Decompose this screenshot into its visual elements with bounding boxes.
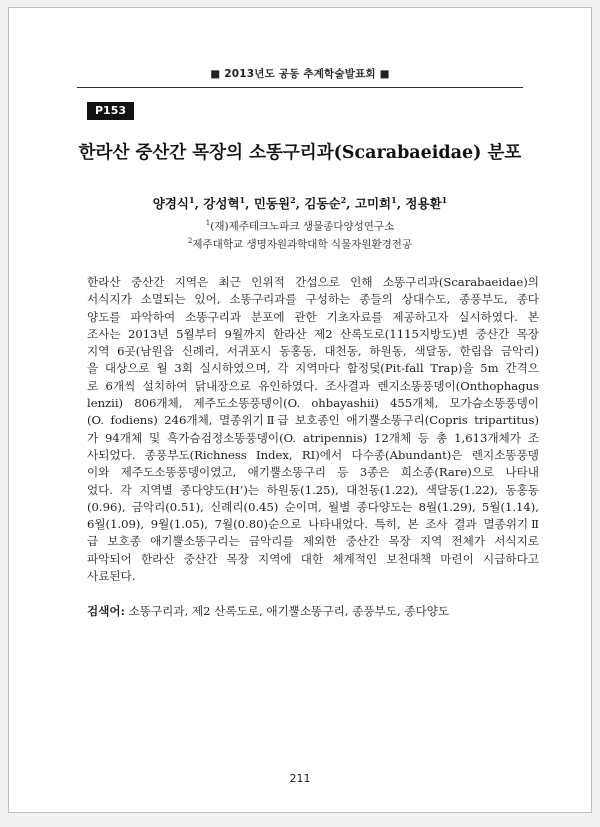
abstract-line: 6월(1.09), 9월(1.05), 7월(0.80)순으로 나타내었다. 특히, 본 조사 결과 멸종위기Ⅱ (87, 517, 539, 532)
abstract-body (87, 274, 539, 585)
abstract-line: 사되었다. 종풍부도(Richness Index, RI)에서 다수종(Abundant)은 렌지소똥풍뎅 (87, 447, 539, 462)
abstract-line: (O. fodiens) 246개체, 멸종위기Ⅱ급 보호종인 애기뿔소똥구리(Copris tripartitus) (87, 413, 539, 428)
abstract-line: 가 94개체 및 흑가슴검정소똥풍뎅이(O. atripennis) 12개체 등 총 1,613개체가 조 (87, 430, 539, 445)
running-header: ■ 2013년도 공동 추계학술발표회 ■ (210, 68, 390, 80)
abstract-line: 한라산 중산간 지역은 최근 인위적 간섭으로 인해 소똥구리과(Scarabaeidae)의 (87, 275, 539, 289)
poster-number-badge: P153 (87, 102, 134, 120)
author-name: 고미희$^1$ (354, 194, 397, 211)
author-name: 양경식$^1$ (152, 194, 195, 211)
abstract-line: 양도를 파악하여 소똥구리과 분포에 관한 기초자료를 제공하고자 실시하였다. 본 (87, 309, 539, 324)
abstract-line: 조사는 2013년 5월부터 9월까지 한라산 제2 산록도로(1115지방도)변 중산간 목장 (87, 326, 539, 341)
author-affiliation-mark: 1 (189, 194, 195, 205)
abstract-line: 이와 제주도소똥풍뎅이였고, 애기뿔소똥구리 등 3종은 희소종(Rare)으로 나타내 (87, 465, 539, 480)
affiliation-line: $^1$(재)제주테크노파크 생물종다양성연구소 (205, 219, 395, 233)
abstract-line: 파악되어 한라산 중산간 목장 지역에 대한 체계적인 보전대책 마련이 시급하다고 (87, 551, 539, 566)
author-name: 민동원$^2$ (253, 194, 296, 211)
author-name: 정용환$^1$ (405, 194, 448, 211)
author-name: 김동순$^2$ (304, 194, 347, 211)
abstract-line: 지역 6곳(남원읍 신례리, 서귀포시 동홍동, 대천동, 하원동, 색달동, 한림읍 금악리) (87, 344, 539, 359)
abstract-line: 사료된다. (87, 569, 136, 584)
abstract-line: 을 대상으로 월 3회 실시하였으며, 각 지역마다 함정덫(Pit-fall Trap)을 5m 간격으 (87, 361, 539, 376)
author-affiliation-mark: 1 (441, 194, 448, 205)
author-name: 강성혁$^1$ (203, 194, 246, 211)
page-number: 211 (289, 772, 311, 785)
author-affiliation-mark: 1 (239, 194, 246, 205)
keywords-text: 소똥구리과, 제2 산록도로, 애기뿔소똥구리, 종풍부도, 종다양도 (124, 604, 450, 618)
affiliation-line: $^2$제주대학교 생명자원과학대학 식물자원환경전공 (187, 237, 413, 251)
author-affiliation-mark: 2 (340, 194, 347, 205)
abstract-line: 서식지가 소멸되는 있어, 소똥구리과를 구성하는 종들의 상대수도, 종풍부도, 종다 (87, 292, 539, 307)
abstract-line: 급 보호종 애기뿔소똥구리는 금악리를 제외한 중산간 목장 지역 전체가 서식지로 (87, 534, 539, 549)
abstract-line: lenzii) 806개체, 제주도소똥풍뎅이(O. ohbayashii) 455개체, 모가슴소똥풍뎅이 (87, 396, 539, 411)
author-affiliation-mark: 1 (391, 194, 397, 205)
abstract-line: 었다. 각 지역별 종다양도(H’)는 하원동(1.25), 대천동(1.22), 색달동(1.22), 동홍동 (87, 482, 539, 497)
header-rule (77, 87, 523, 88)
author-affiliation-mark: 2 (290, 194, 296, 205)
author-list: 양경식$^1$, 강성혁$^1$, 민동원$^2$, 김동순$^2$, 고미희$^1$, 정용환$^1$ (152, 194, 448, 211)
affiliation-list (9, 216, 591, 252)
abstract-line: (0.96), 금악리(0.51), 신례리(0.45) 순이며, 월별 종다양도는 8월(1.29), 5월(1.14), (87, 499, 539, 514)
keywords (87, 603, 539, 619)
abstract-line: 로 6개씩 설치하여 닭내장으로 유인하였다. 조사결과 렌지소똥풍뎅이(Onthophagus (87, 378, 539, 393)
paper-page (8, 7, 592, 813)
paper-title: 한라산 중산간 목장의 소똥구리과(Scarabaeidae) 분포 (78, 143, 522, 163)
keywords-label: 검색어: (87, 604, 125, 618)
